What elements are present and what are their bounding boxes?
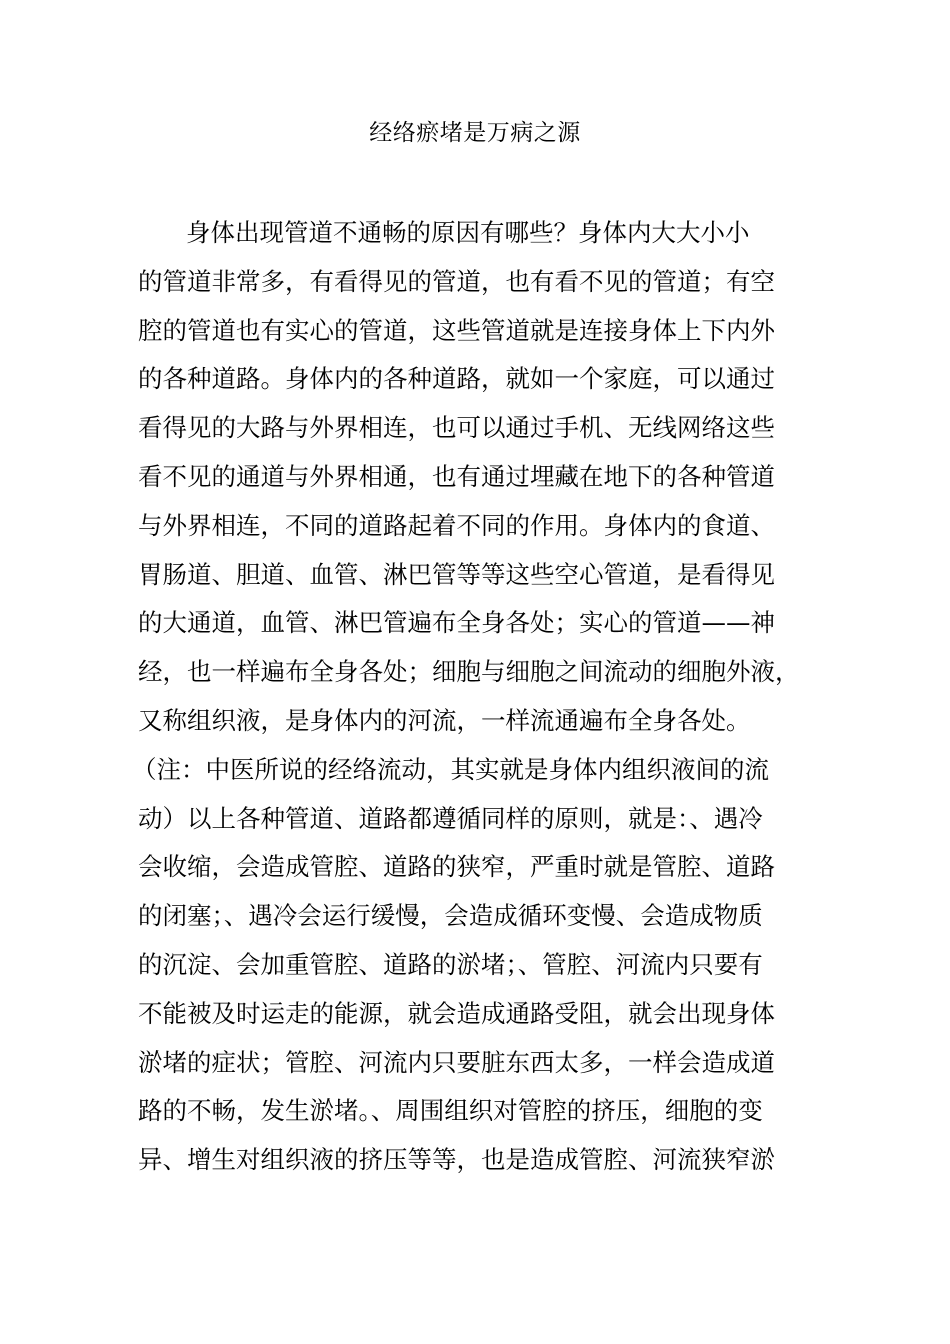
body-line: 的闭塞；、遇冷会运行缓慢，会造成循环变慢、会造成物质 xyxy=(138,901,763,931)
body-line: 的各种道路。身体内的各种道路，就如一个家庭，可以通过 xyxy=(138,364,775,394)
body-line: 路的不畅，发生淤堵。、周围组织对管腔的挤压，细胞的变 xyxy=(138,1096,763,1126)
body-line: 的沉淀、会加重管腔、道路的淤堵；、管腔、河流内只要有 xyxy=(138,949,763,979)
body-line: 与外界相连，不同的道路起着不同的作用。身体内的食道、 xyxy=(138,510,775,540)
body-line: 身体出现管道不通畅的原因有哪些？身体内大大小小 xyxy=(186,218,750,247)
body-line: 异、增生对组织液的挤压等等，也是造成管腔、河流狭窄淤 xyxy=(138,1145,775,1175)
body-line: 看不见的通道与外界相通，也有通过埋藏在地下的各种管道 xyxy=(138,461,775,491)
body-line: 又称组织液，是身体内的河流，一样流通遍布全身各处。 xyxy=(138,705,751,735)
body-line: 不能被及时运走的能源，就会造成通路受阻，就会出现身体 xyxy=(138,998,775,1028)
body-line: 动）以上各种管道、道路都遵循同样的原则，就是：、遇冷 xyxy=(138,803,763,833)
document-title: 经络瘀堵是万病之源 xyxy=(369,120,581,146)
body-line: 会收缩，会造成管腔、道路的狭窄，严重时就是管腔、道路 xyxy=(138,852,775,882)
body-line: 看得见的大路与外界相连，也可以通过手机、无线网络这些 xyxy=(138,413,775,443)
body-line: 腔的管道也有实心的管道，这些管道就是连接身体上下内外 xyxy=(138,315,775,345)
body-line: 经，也一样遍布全身各处；细胞与细胞之间流动的细胞外液， xyxy=(138,657,800,687)
body-line: 胃肠道、胆道、血管、淋巴管等等这些空心管道，是看得见 xyxy=(138,559,775,589)
body-line: （注：中医所说的经络流动，其实就是身体内组织液间的流 xyxy=(132,754,769,784)
body-line: 的管道非常多，有看得见的管道，也有看不见的管道；有空 xyxy=(138,266,775,296)
document-body xyxy=(132,209,818,1185)
body-line: 淤堵的症状；管腔、河流内只要脏东西太多，一样会造成道 xyxy=(138,1047,775,1077)
body-line: 的大通道，血管、淋巴管遍布全身各处；实心的管道——神 xyxy=(138,608,775,638)
